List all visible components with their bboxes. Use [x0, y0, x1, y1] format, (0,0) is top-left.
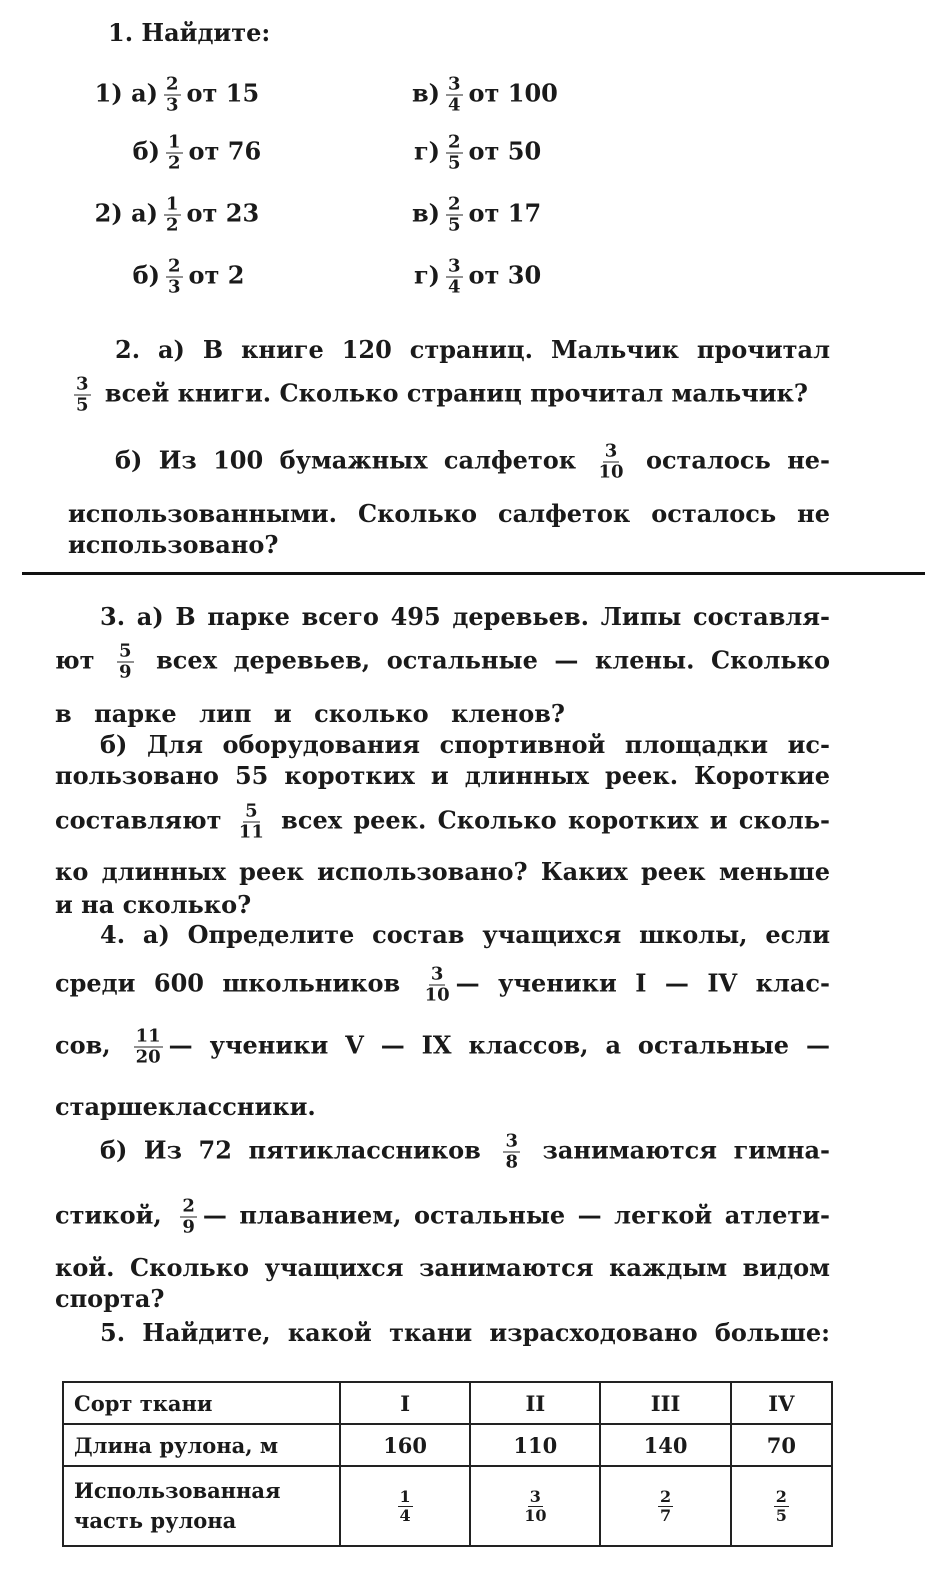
- text-segment: сов,: [55, 1030, 128, 1060]
- problem-1-title: 1. Найдите:: [108, 18, 271, 47]
- numerator: 5: [245, 800, 258, 822]
- denominator: 3: [168, 276, 181, 298]
- text-line: [100, 1132, 830, 1173]
- text-line: [55, 802, 830, 843]
- numerator: 3: [430, 963, 444, 985]
- denominator: 10: [524, 1505, 547, 1525]
- text-line: [100, 920, 830, 950]
- text-segment: составляют: [55, 805, 233, 835]
- denominator: 5: [448, 214, 461, 236]
- table-row: [63, 1424, 832, 1466]
- item-label: в): [411, 198, 440, 228]
- denominator: 7: [659, 1505, 672, 1525]
- text-line: [100, 730, 830, 760]
- fraction: [446, 133, 463, 174]
- text-segment: и на сколько?: [55, 890, 252, 919]
- numerator: 1: [399, 1486, 411, 1506]
- denominator: 11: [238, 821, 264, 843]
- text-segment: использованными. Сколько салфеток осталось не: [68, 499, 830, 528]
- table-row: [63, 1466, 832, 1546]
- text-segment: б) Для оборудования спортивной площадки ис-: [100, 730, 830, 759]
- text-line: [68, 375, 808, 416]
- denominator: 10: [424, 984, 450, 1006]
- fraction: [74, 375, 91, 416]
- numerator: 2: [168, 255, 181, 277]
- numerator: 2: [448, 193, 461, 215]
- text-line: [55, 761, 830, 791]
- denominator: 8: [505, 1151, 518, 1173]
- text-segment: осталось не-: [629, 445, 830, 475]
- fraction: [446, 75, 463, 116]
- text-segment: в парке лип и сколько кленов?: [55, 699, 565, 728]
- exercise-item: [115, 133, 261, 174]
- item-text: от 2: [188, 260, 245, 290]
- fraction: [239, 802, 264, 843]
- fraction: [166, 257, 183, 298]
- fraction: [446, 195, 463, 236]
- numerator: 1: [168, 131, 181, 153]
- table-cell: 140: [600, 1424, 730, 1466]
- text-line: [68, 499, 830, 529]
- text-segment: б) Из 100 бумажных салфеток: [115, 445, 593, 475]
- text-line: [115, 442, 830, 483]
- text-line: [55, 890, 251, 920]
- item-label: б): [132, 136, 160, 166]
- denominator: 5: [448, 152, 461, 174]
- table-cell: [340, 1466, 470, 1546]
- table-cell: 160: [340, 1424, 470, 1466]
- text-line: [55, 1197, 830, 1238]
- numerator: 2: [448, 131, 461, 153]
- denominator: 9: [119, 661, 132, 683]
- row-label: Длина рулона, м: [63, 1424, 340, 1466]
- fraction: [599, 442, 624, 483]
- fraction: [425, 965, 450, 1006]
- item-label: б): [132, 260, 160, 290]
- exercise-item: [385, 133, 541, 174]
- table-header-cell: I: [340, 1382, 470, 1424]
- text-segment: спорта?: [55, 1284, 165, 1313]
- denominator: 20: [135, 1046, 161, 1068]
- text-segment: старшеклассники.: [55, 1092, 316, 1121]
- text-segment: стикой,: [55, 1200, 175, 1230]
- text-line: [55, 1284, 164, 1314]
- text-segment: среди 600 школьников: [55, 968, 419, 998]
- numerator: 2: [166, 73, 179, 95]
- fraction: [774, 1488, 789, 1525]
- item-text: от 30: [468, 260, 542, 290]
- text-segment: 2. а) В книге 120 страниц. Мальчик прочитал: [115, 335, 830, 364]
- fraction: [524, 1488, 546, 1525]
- denominator: 4: [448, 94, 461, 116]
- fraction: [117, 642, 134, 683]
- text-line: [55, 699, 565, 729]
- fraction: [166, 133, 183, 174]
- table-cell: 110: [470, 1424, 600, 1466]
- table-cell: [731, 1466, 832, 1546]
- fraction: [164, 75, 181, 116]
- text-line: [55, 1027, 830, 1068]
- table-row: [63, 1382, 832, 1424]
- text-segment: пользовано 55 коротких и длинных реек. Короткие: [55, 761, 830, 790]
- denominator: 9: [182, 1216, 195, 1238]
- denominator: 5: [76, 394, 89, 416]
- exercise-item: [385, 257, 541, 298]
- text-segment: всей книги. Сколько страниц прочитал мальчик?: [96, 378, 808, 408]
- fraction: [134, 1027, 163, 1068]
- numerator: 2: [659, 1486, 672, 1506]
- text-segment: — ученики I — IV клас-: [455, 968, 830, 998]
- fabric-table: [62, 1381, 833, 1547]
- fraction: [446, 257, 463, 298]
- text-segment: всех деревьев, остальные — клены. Сколько: [139, 645, 830, 675]
- denominator: 4: [399, 1505, 411, 1525]
- text-line: [55, 1092, 316, 1122]
- item-text: от 23: [186, 198, 260, 228]
- text-line: [68, 530, 278, 560]
- exercise-item: [68, 75, 259, 116]
- text-segment: кой. Сколько учащихся занимаются каждым видом: [55, 1253, 830, 1282]
- fraction: [503, 1132, 520, 1173]
- numerator: 3: [448, 73, 461, 95]
- text-segment: — плаванием, остальные — легкой атлети-: [202, 1200, 830, 1230]
- table-header-cell: Сорт ткани: [63, 1382, 340, 1424]
- denominator: 5: [775, 1505, 787, 1525]
- item-label: 1) а): [94, 78, 158, 108]
- text-segment: 4. а) Определите состав учащихся школы, если: [100, 920, 830, 949]
- denominator: 4: [448, 276, 461, 298]
- exercise-item: [68, 195, 259, 236]
- text-line: [100, 1318, 830, 1348]
- numerator: 2: [182, 1195, 195, 1217]
- denominator: 2: [168, 152, 181, 174]
- text-line: [55, 857, 830, 887]
- item-text: от 50: [468, 136, 542, 166]
- denominator: 2: [166, 214, 179, 236]
- item-label: 2) а): [94, 198, 158, 228]
- text-segment: — ученики V — IX классов, а остальные —: [168, 1030, 831, 1060]
- exercise-item: [385, 195, 541, 236]
- item-label: г): [413, 136, 440, 166]
- numerator: 3: [76, 373, 89, 395]
- fraction: [398, 1488, 413, 1525]
- text-line: [100, 602, 830, 632]
- text-line: [55, 642, 830, 683]
- item-text: от 17: [468, 198, 542, 228]
- text-segment: использовано?: [68, 530, 279, 559]
- text-segment: всех реек. Сколько коротких и сколь-: [269, 805, 830, 835]
- numerator: 11: [135, 1025, 161, 1047]
- text-line: [55, 1253, 830, 1283]
- text-segment: 3. а) В парке всего 495 деревьев. Липы составля-: [100, 602, 830, 631]
- denominator: 3: [166, 94, 179, 116]
- table-cell: [600, 1466, 730, 1546]
- table-cell: [470, 1466, 600, 1546]
- fraction: [164, 195, 181, 236]
- item-text: от 15: [186, 78, 260, 108]
- text-segment: 5. Найдите, какой ткани израсходовано больше:: [100, 1318, 830, 1347]
- numerator: 5: [119, 640, 132, 662]
- fraction: [180, 1197, 197, 1238]
- table-header-cell: II: [470, 1382, 600, 1424]
- text-segment: занимаются гимна-: [525, 1135, 831, 1165]
- text-segment: ко длинных реек использовано? Каких реек меньше: [55, 857, 830, 886]
- table-header-cell: IV: [731, 1382, 832, 1424]
- item-text: от 76: [188, 136, 262, 166]
- table-cell: 70: [731, 1424, 832, 1466]
- item-label: г): [413, 260, 440, 290]
- numerator: 1: [166, 193, 179, 215]
- text-segment: б) Из 72 пятиклассников: [100, 1135, 498, 1165]
- text-segment: ют: [55, 645, 112, 675]
- exercise-item: [385, 75, 558, 116]
- denominator: 10: [598, 461, 624, 483]
- numerator: 2: [775, 1486, 787, 1506]
- row-label: Использованная часть рулона: [63, 1466, 340, 1546]
- exercise-item: [115, 257, 244, 298]
- text-line: [55, 965, 830, 1006]
- item-text: от 100: [468, 78, 558, 108]
- numerator: 3: [448, 255, 461, 277]
- numerator: 3: [604, 440, 618, 462]
- numerator: 3: [505, 1130, 518, 1152]
- item-label: в): [411, 78, 440, 108]
- section-divider: [22, 572, 925, 575]
- fraction: [658, 1488, 673, 1525]
- text-line: [115, 335, 830, 365]
- numerator: 3: [529, 1486, 541, 1506]
- table-header-cell: III: [600, 1382, 730, 1424]
